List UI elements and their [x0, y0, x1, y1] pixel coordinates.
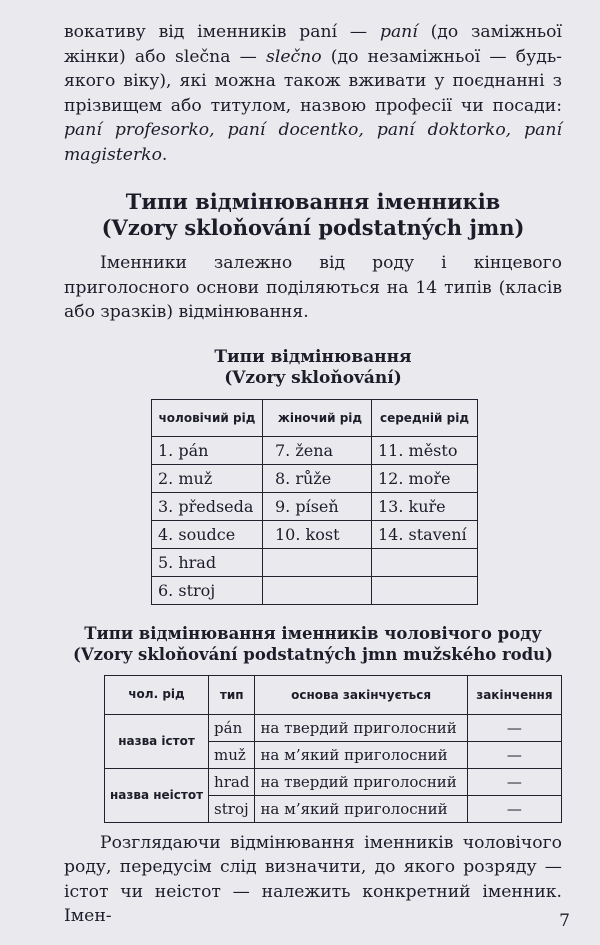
- table-cell: 2. muž: [152, 464, 263, 492]
- table-cell: [372, 576, 478, 604]
- table-cell: 12. moře: [372, 464, 478, 492]
- table-cell: 6. stroj: [152, 576, 263, 604]
- table-cell: на твердий приголосний: [255, 768, 467, 795]
- types-table-title-line2: (Vzory skloňování): [224, 367, 402, 388]
- intro-italic-examples: paní profesorko, paní docentko, paní doktorko, paní magisterko: [64, 120, 562, 165]
- table-cell: [372, 548, 478, 576]
- header-stem-ending: основа закінчується: [255, 675, 467, 714]
- paragraph-3: Розглядаючи відмінювання іменників чоловічого роду, передусім слід визначити, до якого розряду — істот чи неістот — належить конкретний іменник. Імен-: [64, 832, 562, 926]
- masc-table-title-line2: (Vzory skloňování podstatných jmn mužského rodu): [73, 644, 553, 664]
- table-cell: 5. hrad: [152, 548, 263, 576]
- table-cell: muž: [209, 741, 255, 768]
- header-masculine: чоловічий рід: [152, 399, 263, 436]
- intro-paragraph: [64, 20, 562, 167]
- table-cell: 10. kost: [263, 520, 372, 548]
- table-cell: 1. pán: [152, 436, 263, 464]
- types-table: [151, 399, 478, 605]
- header-feminine: жіночий рід: [263, 399, 372, 436]
- masc-table-title: [64, 623, 562, 665]
- table-cell: —: [467, 714, 561, 741]
- section-heading-line1: Типи відмінювання іменників: [125, 189, 501, 214]
- table-cell: hrad: [209, 768, 255, 795]
- table-cell: 8. růže: [263, 464, 372, 492]
- table-row: [152, 436, 478, 464]
- page-number: 7: [559, 911, 570, 931]
- masculine-types-table: [104, 675, 562, 823]
- types-table-title-line1: Типи відмінювання: [214, 346, 412, 367]
- intro-italic-pani: paní: [379, 22, 418, 42]
- table-cell: 3. předseda: [152, 492, 263, 520]
- table-cell: на твердий приголосний: [255, 714, 467, 741]
- table-row: [152, 576, 478, 604]
- table-row: [152, 520, 478, 548]
- header-neuter: середній рід: [372, 399, 478, 436]
- table-cell: [263, 548, 372, 576]
- section-heading: [64, 189, 562, 241]
- group-animate: назва істот: [105, 714, 209, 768]
- section-heading-line2: (Vzory skloňování podstatných jmn): [101, 215, 525, 240]
- types-table-header-row: [152, 399, 478, 436]
- table-row: [105, 768, 562, 795]
- intro-text-2: (до заміжньої жінки) або slečna —: [64, 22, 562, 67]
- table-cell: на м’який приголосний: [255, 795, 467, 822]
- table-cell: —: [467, 768, 561, 795]
- table-cell: —: [467, 741, 561, 768]
- table-cell: pán: [209, 714, 255, 741]
- types-table-title: [64, 347, 562, 389]
- table-cell: —: [467, 795, 561, 822]
- masc-table-title-line1: Типи відмінювання іменників чоловічого роду: [84, 623, 542, 643]
- table-cell: stroj: [209, 795, 255, 822]
- paragraph-2: Іменники залежно від роду і кінцевого приголосного основи поділяються на 14 типів (класів або зразків) відмінювання.: [64, 253, 562, 322]
- table-cell: 14. stavení: [372, 520, 478, 548]
- table-cell: 13. kuře: [372, 492, 478, 520]
- table-cell: на м’який приголосний: [255, 741, 467, 768]
- table-row: [152, 464, 478, 492]
- intro-text-3: (до незаміжньої — будь-якого віку), які можна також вживати у поєднанні з прізвищем або титулом, назвою професії чи посади:: [64, 46, 562, 116]
- group-inanimate: назва неістот: [105, 768, 209, 822]
- table-cell: 11. město: [372, 436, 478, 464]
- table-cell: 4. soudce: [152, 520, 263, 548]
- header-gender: чол. рід: [105, 675, 209, 714]
- intro-text-4: .: [161, 144, 168, 165]
- table-cell: 7. žena: [263, 436, 372, 464]
- intro-italic-slecno: slečno: [266, 46, 322, 67]
- intro-text-1: вокативу від іменників paní —: [64, 22, 380, 42]
- table-row: [152, 492, 478, 520]
- table-cell: 9. píseň: [263, 492, 372, 520]
- header-ending: закінчення: [467, 675, 561, 714]
- masc-table-header-row: [105, 675, 562, 714]
- header-type: тип: [209, 675, 255, 714]
- table-row: [152, 548, 478, 576]
- table-row: [105, 714, 562, 741]
- table-cell: [263, 576, 372, 604]
